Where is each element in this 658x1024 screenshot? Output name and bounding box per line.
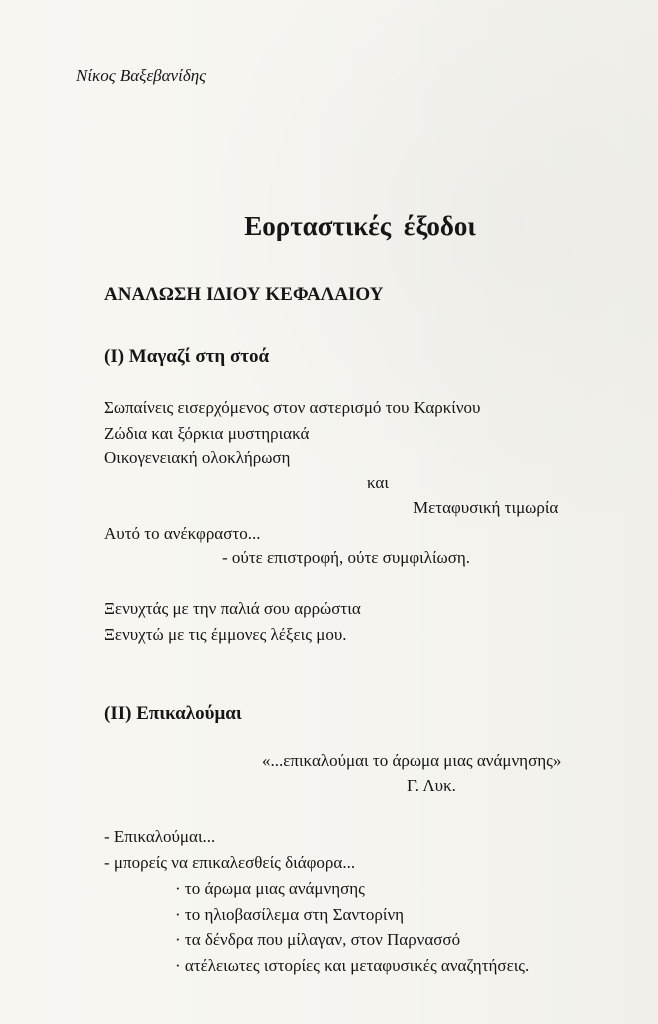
list-item: · το άρωμα μιας ανάμνησης [175, 879, 365, 898]
verse-line: Ξενυχτάς με την παλιά σου αρρώστια [104, 599, 361, 618]
verse-line: Μεταφυσική τιμωρία [413, 498, 559, 517]
running-header-author: Νίκος Βαξεβανίδης [76, 66, 207, 85]
verse-line: Ζώδια και ξόρκια μυστηριακά [104, 424, 310, 443]
list-item: · ατέλειωτες ιστορίες και μεταφυσικές αναζητήσεις. [175, 956, 530, 975]
verse-line: Σωπαίνεις εισερχόμενος στον αστερισμό του Καρκίνου [104, 398, 481, 417]
verse-line: Αυτό το ανέκφραστο... [104, 524, 261, 543]
section-heading-2: (ΙΙ) Επικαλούμαι [104, 703, 242, 724]
verse-line: Οικογενειακή ολοκλήρωση [104, 448, 291, 467]
chapter-heading: ΑΝΑΛΩΣΗ ΙΔΙΟΥ ΚΕΦΑΛΑΙΟΥ [104, 284, 384, 305]
verse-line: - ούτε επιστροφή, ούτε συμφιλίωση. [222, 548, 471, 567]
list-item: · το ηλιοβασίλεμα στη Σαντορίνη [175, 905, 405, 924]
verse-line: Ξενυχτώ με τις έμμονες λέξεις μου. [104, 625, 347, 644]
section-heading-1: (Ι) Μαγαζί στη στοά [104, 346, 270, 367]
epigraph-quote: «...επικαλούμαι το άρωμα μιας ανάμνησης» [262, 751, 562, 770]
verse-line: και [367, 473, 389, 492]
verse-line: - μπορείς να επικαλεσθείς διάφορα... [104, 853, 356, 872]
epigraph-author: Γ. Λυκ. [407, 776, 456, 795]
list-item: · τα δένδρα που μίλαγαν, στον Παρνασσό [175, 930, 461, 949]
verse-line: - Επικαλούμαι... [104, 827, 216, 846]
poem-title: Εορταστικές έξοδοι [244, 211, 476, 241]
